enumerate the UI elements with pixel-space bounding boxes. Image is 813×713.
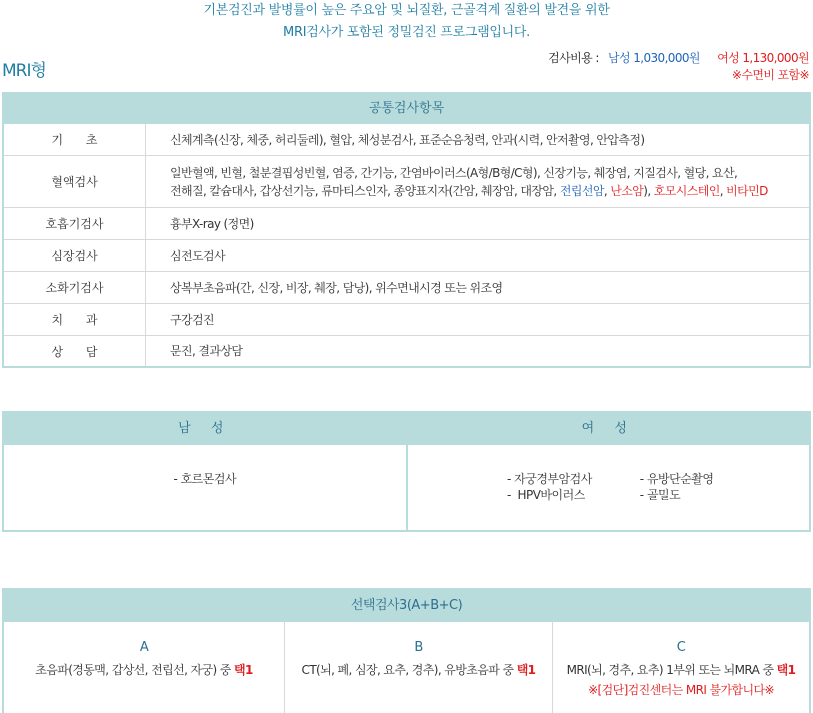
option-a-letter: A bbox=[139, 640, 149, 655]
row-key: 호흡기검사 bbox=[4, 208, 146, 239]
option-c-warning: ※[검단]검진센터는 MRI 불가합니다※ bbox=[588, 683, 774, 697]
option-c bbox=[553, 622, 809, 713]
row-value-text: 구강검진 bbox=[170, 312, 214, 327]
list-item: - HPV바이러스 bbox=[507, 488, 585, 502]
option-b-letter: B bbox=[414, 640, 423, 655]
gender-exam-table bbox=[2, 411, 811, 532]
option-a bbox=[4, 622, 285, 713]
female-list-2 bbox=[640, 471, 714, 530]
option-a-pick: 택1 bbox=[234, 663, 253, 677]
blood-line-2-plain: 전해질, 칼슘대사, 갑상선기능, 류마티스인자, 종양표지자(간암, 췌장암, 대장암, bbox=[170, 183, 560, 198]
option-b bbox=[285, 622, 553, 713]
list-item: - 호르몬검사 bbox=[173, 472, 237, 486]
price-label: 검사비용 : bbox=[548, 51, 599, 65]
separator: , bbox=[603, 183, 611, 198]
table-row bbox=[4, 208, 809, 240]
female-list-1 bbox=[507, 471, 592, 530]
row-value bbox=[146, 156, 809, 207]
row-value bbox=[146, 272, 809, 303]
row-key: 심장검사 bbox=[4, 240, 146, 271]
row-value bbox=[146, 208, 809, 239]
blood-line-1: 일반혈액, 빈혈, 철분결핍성빈혈, 염증, 간기능, 간염바이러스(A형/B형/C형), 신장기능, 췌장염, 지질검사, 혈당, 요산, bbox=[170, 165, 738, 180]
list-item: - 골밀도 bbox=[639, 488, 681, 502]
option-b-desc bbox=[302, 662, 536, 679]
option-c-letter: C bbox=[676, 640, 686, 655]
separator: ), bbox=[643, 183, 654, 198]
row-value-text: 흉부X-ray (정면) bbox=[170, 216, 254, 231]
row-value-text: 상복부초음파(간, 신장, 비장, 췌장, 담낭), 위수면내시경 또는 위조영 bbox=[170, 280, 503, 295]
price-info bbox=[548, 50, 809, 84]
female-body bbox=[408, 445, 810, 530]
intro-line-2: MRI검사가 포함된 정밀검진 프로그램입니다. bbox=[283, 25, 530, 40]
price-male: 남성 1,030,000원 bbox=[608, 51, 700, 65]
common-exam-table bbox=[2, 92, 811, 368]
row-value-text: 문진, 결과상담 bbox=[170, 344, 243, 358]
row-key: 치 과 bbox=[4, 304, 146, 335]
row-value bbox=[146, 304, 809, 335]
option-c-pick: 택1 bbox=[776, 663, 796, 677]
table-row bbox=[4, 336, 809, 366]
row-key: 소화기검사 bbox=[4, 272, 146, 303]
highlight-vitamin-d: 비타민D bbox=[726, 183, 768, 198]
row-key: 상 담 bbox=[4, 336, 146, 366]
row-value-text: 심전도검사 bbox=[170, 248, 225, 263]
list-item: - 자궁경부암검사 bbox=[507, 472, 592, 486]
optional-header: 선택검사3(A+B+C) bbox=[4, 590, 809, 622]
row-value bbox=[146, 336, 809, 366]
blood-line-2 bbox=[170, 182, 768, 200]
table-row bbox=[4, 124, 809, 156]
option-a-text: 초음파(경동맥, 갑상선, 전립선, 자궁) 중 bbox=[35, 663, 234, 677]
option-b-text: CT(뇌, 폐, 심장, 요추, 경추), 유방초음파 중 bbox=[301, 663, 517, 677]
row-value bbox=[146, 124, 809, 155]
row-value bbox=[146, 240, 809, 271]
option-c-desc bbox=[567, 662, 796, 679]
intro-text bbox=[0, 0, 813, 44]
table-row bbox=[4, 304, 809, 336]
table-row bbox=[4, 240, 809, 272]
optional-exam-table bbox=[2, 588, 811, 713]
highlight-prostate: 전립선암 bbox=[559, 183, 604, 198]
table-row bbox=[4, 156, 809, 208]
table-row bbox=[4, 272, 809, 304]
separator: , bbox=[719, 183, 727, 198]
female-header: 여 성 bbox=[408, 413, 810, 445]
highlight-homocysteine: 호모시스테인 bbox=[653, 183, 720, 198]
optional-row bbox=[4, 622, 809, 713]
package-title: MRI형 bbox=[2, 61, 46, 81]
list-item: - 유방단순촬영 bbox=[639, 472, 714, 486]
price-female: 여성 1,130,000원 bbox=[717, 51, 809, 65]
common-exam-header: 공통검사항목 bbox=[4, 94, 809, 124]
price-note: ※수면비 포함※ bbox=[731, 68, 809, 82]
row-key: 기 초 bbox=[4, 124, 146, 155]
option-b-pick: 택1 bbox=[516, 663, 536, 677]
option-c-text: MRI(뇌, 경추, 요추) 1부위 또는 뇌MRA 중 bbox=[566, 663, 777, 677]
male-body bbox=[4, 445, 406, 530]
intro-line-1: 기본검진과 발병률이 높은 주요암 및 뇌질환, 근골격계 질환의 발견을 위한 bbox=[203, 3, 610, 18]
male-column bbox=[4, 413, 408, 530]
row-key: 혈액검사 bbox=[4, 156, 146, 207]
row-value-text: 신체계측(신장, 체중, 허리둘레), 혈압, 체성분검사, 표준순음청력, 안과(시력, 안저촬영, 안압측정) bbox=[170, 132, 645, 147]
female-column bbox=[408, 413, 810, 530]
male-header: 남 성 bbox=[4, 413, 406, 445]
male-list bbox=[173, 471, 236, 530]
option-a-desc bbox=[35, 662, 253, 679]
highlight-ovarian: 난소암 bbox=[610, 183, 644, 198]
price-line bbox=[548, 50, 809, 67]
